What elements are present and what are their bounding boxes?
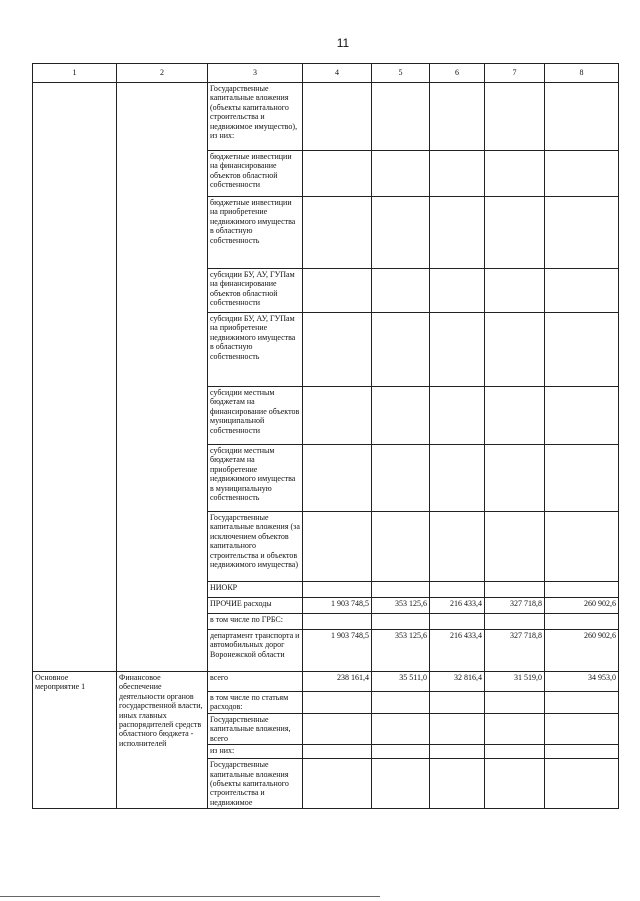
value-cell	[545, 269, 619, 313]
value-cell	[372, 745, 430, 759]
value-cell	[545, 445, 619, 512]
value-cell	[430, 313, 485, 387]
value-cell	[485, 197, 545, 269]
row-label: бюджетные инвестиции на финансирование объектов областной собственности	[208, 151, 303, 197]
row-label: субсидии местным бюджетам на приобретение недвижимого имущества в муниципальную собственность	[208, 445, 303, 512]
row-label: всего	[208, 672, 303, 692]
row-label: Государственные капитальные вложения (объекты капитального строительства и недвижимое	[208, 759, 303, 809]
value-cell	[430, 714, 485, 745]
table-row	[33, 672, 619, 692]
value-cell	[430, 445, 485, 512]
row-label: Государственные капитальные вложения (за исключением объектов капитального строительства и объектов недвижимого имущества)	[208, 512, 303, 582]
value-cell	[372, 269, 430, 313]
value-cell: 353 125,6	[372, 598, 430, 614]
value-cell	[303, 582, 372, 598]
value-cell	[485, 614, 545, 630]
column-header: 8	[545, 64, 619, 83]
value-cell	[303, 151, 372, 197]
value-cell	[485, 445, 545, 512]
value-cell	[372, 197, 430, 269]
value-cell	[303, 269, 372, 313]
column-header: 4	[303, 64, 372, 83]
row-label: субсидии БУ, АУ, ГУПам на приобретение недвижимого имущества в областную собственность	[208, 313, 303, 387]
value-cell	[485, 692, 545, 714]
value-cell	[372, 445, 430, 512]
budget-table	[32, 63, 619, 809]
value-cell	[485, 313, 545, 387]
value-cell: 34 953,0	[545, 672, 619, 692]
value-cell: 260 902,6	[545, 630, 619, 672]
value-cell: 238 161,4	[303, 672, 372, 692]
value-cell	[485, 387, 545, 445]
value-cell	[372, 759, 430, 809]
value-cell	[430, 387, 485, 445]
value-cell	[430, 197, 485, 269]
column-header: 3	[208, 64, 303, 83]
value-cell	[372, 714, 430, 745]
value-cell	[430, 692, 485, 714]
value-cell	[430, 83, 485, 151]
value-cell: 216 433,4	[430, 598, 485, 614]
row-label: бюджетные инвестиции на приобретение недвижимого имущества в областную собственность	[208, 197, 303, 269]
value-cell	[545, 83, 619, 151]
value-cell	[485, 151, 545, 197]
value-cell: 353 125,6	[372, 630, 430, 672]
row-label: Государственные капитальные вложения, всего	[208, 714, 303, 745]
value-cell: 327 718,8	[485, 630, 545, 672]
value-cell	[485, 512, 545, 582]
row-label: в том числе по ГРБС:	[208, 614, 303, 630]
row-label: субсидии местным бюджетам на финансирование объектов муниципальной собственности	[208, 387, 303, 445]
blank-cell	[33, 83, 117, 672]
value-cell: 1 903 748,5	[303, 598, 372, 614]
column-header: 6	[430, 64, 485, 83]
value-cell	[545, 745, 619, 759]
column-header: 2	[117, 64, 208, 83]
value-cell	[545, 582, 619, 598]
row-label: в том числе по статьям расходов:	[208, 692, 303, 714]
value-cell	[303, 512, 372, 582]
page-number: 11	[336, 36, 350, 50]
row-label: ПРОЧИЕ расходы	[208, 598, 303, 614]
value-cell: 31 519,0	[485, 672, 545, 692]
row-label: Государственные капитальные вложения (объекты капитального строительства и недвижимое имущество), из них:	[208, 83, 303, 151]
value-cell	[372, 83, 430, 151]
row-label: из них:	[208, 745, 303, 759]
value-cell: 327 718,8	[485, 598, 545, 614]
value-cell: 32 816,4	[430, 672, 485, 692]
row-label: департамент транспорта и автомобильных дорог Воронежской области	[208, 630, 303, 672]
value-cell	[303, 83, 372, 151]
value-cell: 216 433,4	[430, 630, 485, 672]
value-cell	[372, 151, 430, 197]
value-cell	[545, 151, 619, 197]
value-cell	[303, 692, 372, 714]
value-cell	[372, 582, 430, 598]
value-cell	[303, 759, 372, 809]
value-cell	[485, 582, 545, 598]
event-description-cell: Финансовое обеспечение деятельности органов государственной власти, иных главных распорядителей средств областного бюджета - исполнителей	[117, 672, 208, 809]
value-cell	[430, 512, 485, 582]
value-cell	[485, 269, 545, 313]
header-row	[33, 64, 619, 83]
bottom-rule	[0, 896, 380, 897]
value-cell	[303, 313, 372, 387]
event-name-cell: Основное мероприятие 1	[33, 672, 117, 809]
value-cell	[430, 582, 485, 598]
value-cell	[430, 614, 485, 630]
value-cell	[303, 445, 372, 512]
value-cell	[545, 714, 619, 745]
value-cell	[372, 512, 430, 582]
value-cell	[372, 614, 430, 630]
column-header: 1	[33, 64, 117, 83]
value-cell: 1 903 748,5	[303, 630, 372, 672]
value-cell	[372, 313, 430, 387]
value-cell: 35 511,0	[372, 672, 430, 692]
value-cell	[303, 745, 372, 759]
value-cell	[545, 614, 619, 630]
value-cell	[372, 387, 430, 445]
value-cell	[545, 692, 619, 714]
value-cell	[303, 387, 372, 445]
value-cell	[545, 512, 619, 582]
value-cell	[372, 692, 430, 714]
row-label: НИОКР	[208, 582, 303, 598]
value-cell	[430, 269, 485, 313]
value-cell: 260 902,6	[545, 598, 619, 614]
value-cell	[303, 614, 372, 630]
value-cell	[545, 759, 619, 809]
value-cell	[485, 714, 545, 745]
row-label: субсидии БУ, АУ, ГУПам на финансирование объектов областной собственности	[208, 269, 303, 313]
table-row	[33, 83, 619, 151]
column-header: 7	[485, 64, 545, 83]
value-cell	[545, 313, 619, 387]
value-cell	[430, 759, 485, 809]
value-cell	[430, 745, 485, 759]
value-cell	[303, 714, 372, 745]
column-header: 5	[372, 64, 430, 83]
value-cell	[430, 151, 485, 197]
value-cell	[485, 759, 545, 809]
value-cell	[545, 197, 619, 269]
value-cell	[485, 745, 545, 759]
value-cell	[545, 387, 619, 445]
value-cell	[485, 83, 545, 151]
blank-cell	[117, 83, 208, 672]
value-cell	[303, 197, 372, 269]
